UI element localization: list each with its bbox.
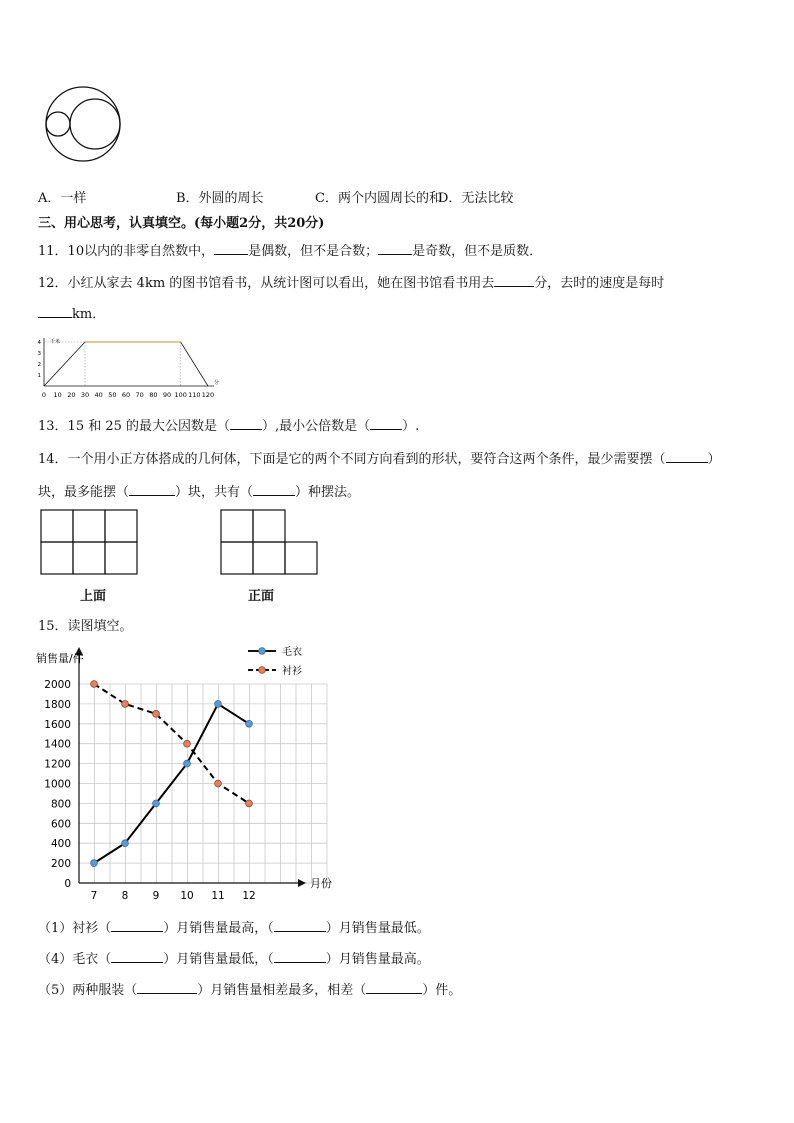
y-tick-label: 0 [64,878,71,890]
x-tick-label: 8 [121,890,129,902]
y-tick-label: 1000 [44,778,71,791]
data-point-shirt [184,740,191,747]
q15-4-text-c: ）月销售量最高。 [325,952,430,967]
distance-series [44,342,208,386]
y-tick-label: 3 [37,351,41,357]
small-inner-circle [46,112,70,136]
top-view-label: 上面 [80,589,107,604]
q12-blank-2[interactable] [38,306,72,318]
y-tick-label: 200 [50,858,71,871]
distance-line [44,342,208,386]
x-tick-label: 11 [211,890,225,902]
square [73,510,105,542]
data-point-shirt [153,710,160,717]
y-tick-label: 600 [50,818,71,831]
square [73,542,105,574]
x-axis-label: 分 [214,380,220,386]
square [41,542,73,574]
sales-line-chart [36,640,346,902]
y-tick-labels [44,679,71,890]
q14-blank-2[interactable] [129,484,175,496]
x-tick-label: 7 [90,890,98,902]
question-15-title: 15．读图填空。 [38,619,133,634]
q12-text-a: 12．小红从家去 4km 的图书馆看书，从统计图可以看出，她在图书馆看书用去 [38,276,495,291]
legend-label-shirt: 衬衫 [282,666,302,677]
question-12-line1 [38,272,664,291]
x-tick-labels [91,890,256,902]
front-view-label: 正面 [248,589,275,604]
circles-figure [40,86,130,166]
x-axis-arrow [298,879,306,887]
x-tick-label: 110 [188,391,201,399]
x-tick-label: 50 [108,391,117,399]
q13-text-c: ）. [402,419,420,434]
x-tick-label: 10 [53,391,62,399]
q14-text-d: ）块，共有（ [175,485,254,500]
q12-blank-1[interactable] [494,275,534,287]
square [285,542,317,574]
question-13 [38,415,419,434]
q13-text-a: 13．15 和 25 的最大公因数是（ [38,419,231,434]
legend-marker-shirt [259,667,266,674]
y-tick-labels [38,340,42,379]
question-12-line2 [38,303,105,322]
x-tick-label: 90 [162,391,172,399]
q13-blank-2[interactable] [370,418,402,430]
q15-1-text-a: （1）衬衫（ [38,921,112,936]
square [253,510,285,542]
q15-5-blank-2[interactable] [366,982,422,994]
x-tick-label: 40 [94,391,103,399]
outer-circle [46,87,120,161]
y-tick-label: 400 [50,838,71,851]
data-point-sweater [184,760,191,767]
top-view-figure [40,509,140,575]
x-tick-label: 9 [152,890,160,902]
y-axis-label: 千米 [50,339,61,345]
x-tick-label: 10 [180,890,194,902]
y-tick-label: 1600 [44,718,71,731]
legend-label-sweater: 毛衣 [282,647,302,658]
legend-marker-sweater [259,648,266,655]
q14-blank-3[interactable] [253,484,295,496]
data-point-shirt [91,681,98,688]
data-point-shirt [122,701,129,708]
x-tick-label: 80 [149,391,158,399]
x-tick-label: 0 [41,391,47,399]
y-tick-label: 1400 [44,738,71,751]
data-point-shirt [246,800,253,807]
x-tick-labels [42,391,214,399]
data-point-sweater [153,800,160,807]
x-tick-label: 60 [121,391,131,399]
square [41,510,73,542]
q15-5-text-a: （5）两种服装（ [38,983,138,998]
data-point-sweater [122,840,129,847]
q15-5-text-b: ）月销售量相差最多，相差（ [197,983,367,998]
x-tick-label: 100 [174,391,187,399]
q15-5-text-c: ）件。 [422,983,462,998]
q15-4-text-a: （4）毛衣（ [38,952,112,967]
y-tick-label: 4 [37,340,41,346]
x-tick-label: 12 [242,890,256,902]
y-tick-label: 1200 [44,758,71,771]
q15-4-blank-2[interactable] [274,951,326,963]
q15-4-blank-1[interactable] [111,951,163,963]
data-point-shirt [215,780,222,787]
q14-text-b: ） [707,452,721,467]
x-tick-label: 120 [201,391,215,399]
question-15-1 [38,917,430,936]
square [221,510,253,542]
question-14-line2 [38,481,360,500]
y-tick-label: 800 [50,798,71,811]
front-view-figure [220,509,320,575]
square [105,510,137,542]
square [221,542,253,574]
x-tick-label: 70 [135,391,144,399]
question-11 [38,240,542,259]
section-heading: 三、用心思考，认真填空。(每小题2分，共20分) [38,216,325,231]
large-inner-circle [70,99,120,149]
q13-text-b: ）,最小公倍数是（ [262,419,371,434]
option-d: D．无法比较 [438,191,514,206]
q15-1-text-c: ）月销售量最低。 [325,921,430,936]
q12-text-c: km． [72,307,106,322]
q11-text-b: 是偶数，但不是合数； [248,244,379,259]
q14-text-c: 块，最多能摆（ [38,485,130,500]
question-15-4 [38,948,430,967]
data-point-sweater [91,860,98,867]
q14-text-a: 14．一个用小正方体搭成的几何体，下面是它的两个不同方向看到的形状，要符合这两个条件，最少需要摆（ [38,452,666,467]
q11-text-c: 是奇数，但不是质数． [412,244,543,259]
y-tick-label: 2 [37,362,41,368]
option-b: B．外圆的周长 [176,191,264,206]
x-tick-label: 30 [80,391,90,399]
q15-4-text-b: ）月销售量最低，（ [163,952,274,967]
q11-blank-2[interactable] [378,243,412,255]
y-tick-label: 2000 [44,679,71,691]
q15-1-text-b: ）月销售量最高，（ [163,921,274,936]
q15-1-blank-2[interactable] [274,920,326,932]
data-point-sweater [246,720,253,727]
x-axis-label: 月份 [310,877,332,890]
q14-text-e: ）种摆法。 [295,485,361,500]
q15-1-blank-1[interactable] [111,920,163,932]
q12-text-b: 分，去时的速度是每时 [534,276,665,291]
q14-blank-1[interactable] [666,451,708,463]
question-15-5 [38,979,461,998]
data-point-sweater [215,701,222,708]
q15-5-blank-1[interactable] [137,982,197,994]
q11-text-a: 11．10以内的非零自然数中， [38,244,215,259]
distance-time-chart [36,334,226,404]
q11-blank-1[interactable] [214,243,248,255]
series-lines [91,681,253,867]
question-14-line1 [38,448,721,467]
square [253,542,285,574]
option-a: A．一样 [38,191,87,206]
x-tick-label: 20 [67,391,76,399]
square [105,542,137,574]
grid-lines [79,684,327,883]
y-axis-label: 销售量/件 [36,652,84,665]
option-c: C．两个内圆周长的和 [315,191,442,206]
q13-blank-1[interactable] [230,418,262,430]
y-tick-label: 1 [37,373,41,379]
legend [248,645,302,677]
y-tick-label: 1800 [44,698,71,711]
